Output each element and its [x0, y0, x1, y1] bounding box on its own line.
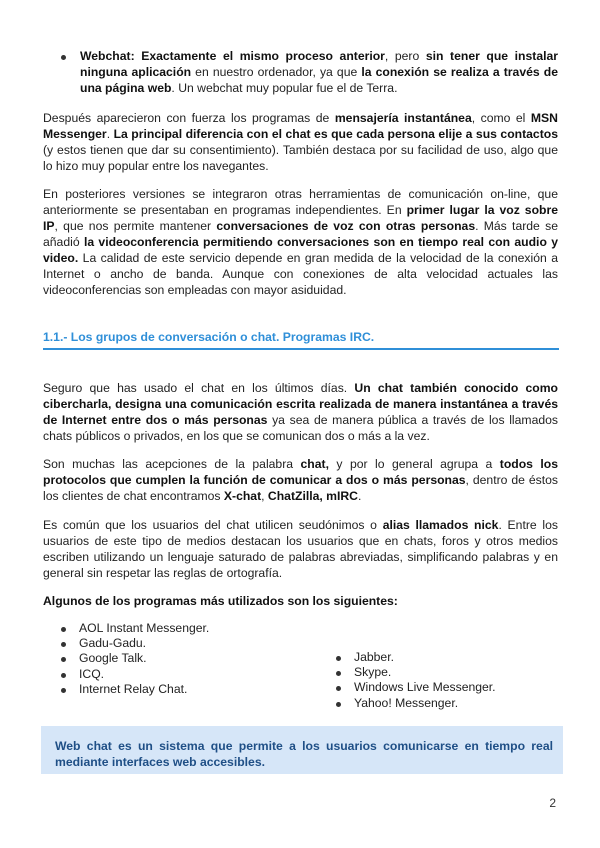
text-run: , que nos permite mantener — [54, 219, 217, 233]
text-run: ChatZilla, mIRC — [267, 489, 358, 503]
text-run: , como el — [471, 111, 531, 125]
text-run: mensajería instantánea — [334, 111, 472, 125]
text-run: . — [106, 127, 114, 141]
text-run: la videoconferencia permitiendo conversaciones son en tiempo real con audio y video. — [43, 235, 558, 265]
list-item: Internet Relay Chat. — [61, 682, 209, 697]
list-item: Yahoo! Messenger. — [336, 696, 496, 711]
paragraph-integrated-tools — [43, 186, 558, 298]
programs-list-left — [61, 621, 209, 697]
paragraph-chat-definition — [43, 380, 558, 444]
text-run: Son muchas las acepciones de la palabra — [43, 457, 301, 471]
text-run: La principal diferencia con el chat es que cada persona elije a sus contactos — [113, 127, 558, 141]
text-run: y por lo general agrupa a — [328, 457, 500, 471]
text-run: conversaciones de voz con otras personas — [216, 219, 476, 233]
section-heading: 1.1.- Los grupos de conversación o chat. Programas IRC. — [43, 330, 375, 344]
text-run: Seguro que has usado el chat en los últimos días. — [43, 381, 355, 395]
text-run: , pero — [384, 49, 426, 63]
text-run: , — [261, 489, 268, 503]
list-item: Skype. — [336, 665, 496, 680]
text-run: primer lugar la voz sobre IP — [43, 203, 558, 233]
list-item: Windows Live Messenger. — [336, 680, 496, 695]
text-run: , dentro de éstos los clientes de chat encontramos — [43, 473, 558, 503]
text-run: en nuestro ordenador, ya que — [191, 65, 362, 79]
list-item: Jabber. — [336, 650, 496, 665]
definition-callout — [41, 726, 563, 774]
programs-title: Algunos de los programas más utilizados son los siguientes: — [43, 594, 398, 608]
text-run: sin tener que instalar ninguna aplicación — [80, 49, 559, 79]
list-item: Gadu-Gadu. — [61, 636, 209, 651]
webchat-term: Webchat: Exactamente el mismo proceso anterior — [80, 49, 385, 63]
text-run: La calidad de este servicio depende en gran medida de la velocidad de la conexión a Internet o ancho de banda. Aunque con conexiones de alta velocidad actuales las videoconferencias son empleadas con mayor asiduidad. — [43, 251, 558, 297]
paragraph-instant-messaging — [43, 110, 558, 174]
paragraph-nicknames — [43, 517, 558, 581]
callout-text: Web chat es un sistema que permite a los usuarios comunicarse en tiempo real mediante interfaces web accesibles. — [55, 739, 553, 769]
page-number: 2 — [549, 796, 556, 810]
text-run: Es común que los usuarios del chat utilicen seudónimos o — [43, 518, 383, 532]
text-run: MSN Messenger — [43, 111, 558, 141]
paragraph-chat-meanings — [43, 456, 558, 504]
text-run: . Un webchat muy popular fue el de Terra. — [171, 81, 398, 95]
text-run: . Entre los usuarios de este tipo de medios destacan los usuarios que en chats, foros y otros medios escriben utilizando un lenguaje saturado de palabras abreviadas, simplificando palabras y en general sin respetar las reglas de ortografía. — [43, 518, 558, 580]
text-run: (y estos tienen que dar su consentimiento). También destaca por su facilidad de uso, algo que lo hizo muy popular entre los navegantes. — [43, 143, 558, 173]
list-item: Google Talk. — [61, 651, 209, 666]
text-run: Después aparecieron con fuerza los programas de — [43, 111, 335, 125]
text-run: En posteriores versiones se integraron otras herramientas de comunicación on-line, que anteriormente se presentaban en programas independientes. En — [43, 187, 558, 217]
text-run: todos los protocolos que cumplen la función de comunicar a dos o más personas — [43, 457, 559, 487]
list-item: ICQ. — [61, 667, 209, 682]
text-run: ya sea de manera pública a través de los llamados chats públicos o privados, en los que se comunican dos o más a la vez. — [43, 413, 558, 443]
text-run: chat, — [300, 457, 329, 471]
text-run: . Más tarde se añadió — [43, 219, 558, 249]
text-run: Un chat también conocido como cibercharla, designa una comunicación escrita realizada de manera instantánea a través de Internet entre dos o más personas — [43, 381, 558, 427]
webchat-bullet-text — [80, 48, 558, 96]
list-item: AOL Instant Messenger. — [61, 621, 209, 636]
bullet-marker — [61, 55, 66, 60]
text-run: alias llamados nick — [382, 518, 499, 532]
text-run: . — [357, 489, 362, 503]
programs-list-right — [336, 650, 496, 711]
text-run: X-chat — [223, 489, 262, 503]
heading-underline — [43, 348, 559, 350]
text-run: la conexión se realiza a través de una página web — [80, 65, 558, 95]
